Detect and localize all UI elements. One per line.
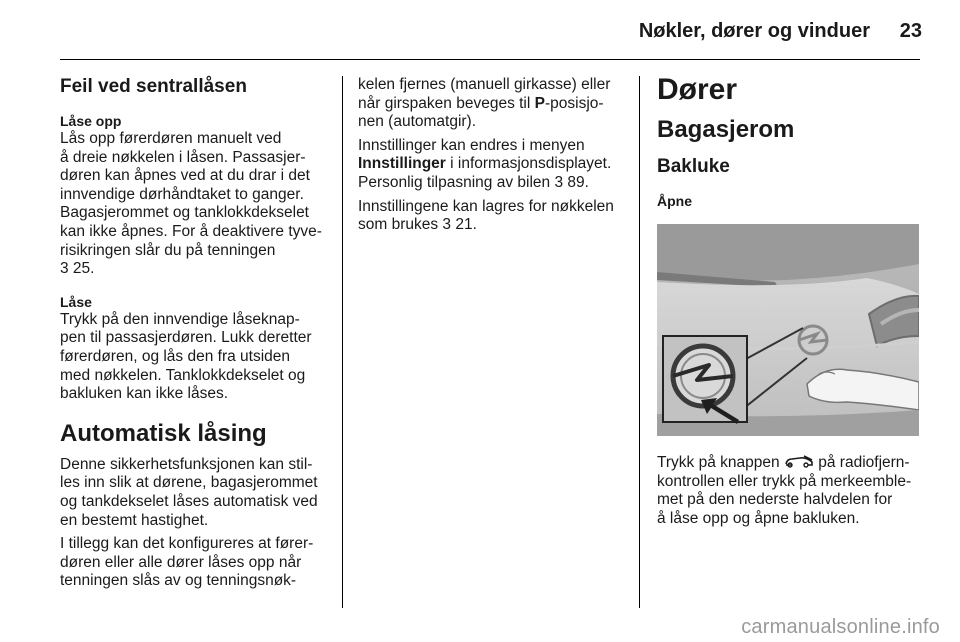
paragraph-key-memory: Innstillingene kan lagres for nøkkelen som brukes 3 21.	[358, 197, 614, 234]
column-divider-right	[639, 76, 640, 608]
header-title: Nøkler, dører og vinduer	[638, 20, 870, 42]
header-divider	[60, 59, 920, 60]
car-tailgate-emblem-illustration	[657, 224, 919, 436]
paragraph-auto-1: Denne sikkerhetsfunksjonen kan stil- les inn slik at dørene, bagasjerommet og tankdekselet låses automatisk ved en bestemt hastighet.	[60, 455, 318, 529]
column-1	[60, 76, 332, 591]
section-title-trunk: Bagasjerom	[657, 116, 795, 143]
car-trunk-icon	[784, 454, 814, 468]
page-reference: 3 25.	[60, 260, 95, 278]
subheading-unlock: Låse opp	[60, 113, 122, 129]
section-title-doors: Dører	[657, 73, 738, 106]
column-2	[358, 76, 630, 235]
column-divider-left	[342, 76, 343, 608]
subheading-lock: Låse	[60, 293, 92, 310]
footer-watermark: carmanualsonline.info	[741, 616, 940, 638]
subheading-open: Åpne	[657, 193, 692, 209]
page-number: 23	[899, 20, 922, 42]
paragraph-auto-2: I tillegg kan det konfigureres at fører- døren eller alle dører låses opp når tenningen slås av og tenningsnøk-	[60, 535, 314, 590]
paragraph-settings: Innstillinger kan endres i menyen Innstillinger i informasjonsdisplayet. Personlig tilpasning av bilen 3 89.	[358, 136, 612, 191]
section-title-central-locking-fault: Feil ved sentrallåsen	[60, 76, 247, 97]
paragraph-continued: kelen fjernes (manuell girkasse) eller når girspaken beveges til P-posisjo- nen (automatgir).	[358, 76, 611, 131]
paragraph-lock: Trykk på den innvendige låseknap- pen til passasjerdøren. Lukk deretter førerdøren, og lås den fra utsiden med nøkkelen. Tanklokkdekselet og bakluken kan ikke låses.	[60, 310, 312, 403]
column-3	[657, 74, 923, 528]
paragraph-unlock: Lås opp førerdøren manuelt ved å dreie nøkkelen i låsen. Passasjer- døren kan åpnes ved at du drar i det innvendige dørhåndtaket to ganger. Bagasjerommet og tanklokkdekselet kan ikke åpnes. For å deaktivere tyve- risikringen slår du på tenningen 3 25.	[60, 130, 322, 278]
paragraph-open-tailgate: Trykk på knappen på radiofjern- kontrollen eller trykk på merkeemble- met på den nederste halvdelen for å låse opp og åpne bakluken.	[657, 454, 912, 527]
subheading-tailgate: Bakluke	[657, 156, 730, 177]
section-title-automatic-locking: Automatisk låsing	[60, 419, 267, 447]
